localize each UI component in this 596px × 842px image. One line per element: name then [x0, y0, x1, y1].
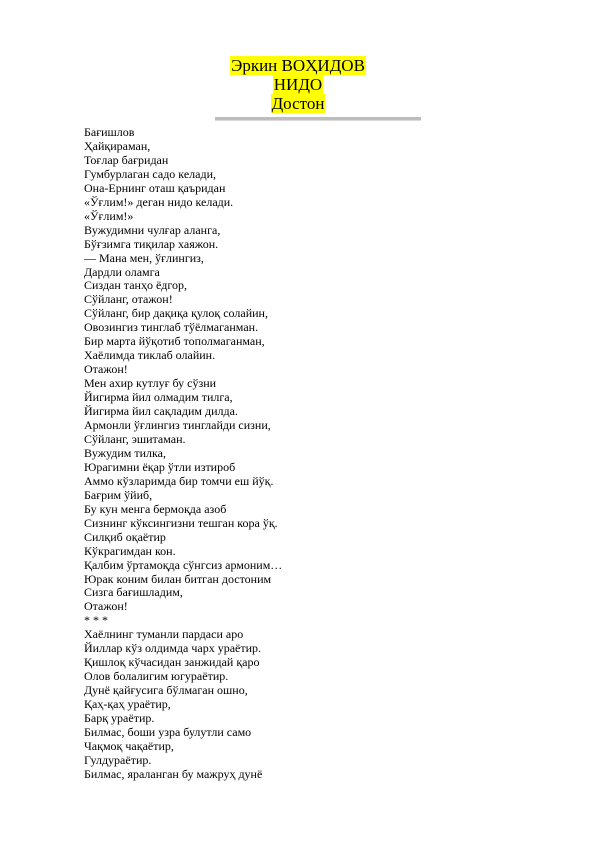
- header-divider: [215, 117, 421, 121]
- poem-line: Сўйланг, эшитаман.: [84, 431, 186, 446]
- document-header: [0, 56, 596, 113]
- poem-line: Силқиб оқаётир: [84, 529, 166, 544]
- poem-line: — Мана мен, ўғлингиз,: [84, 250, 204, 265]
- poem-line: Сўйланг, бир дақиқа қулоқ солайин,: [84, 306, 268, 321]
- poem-line: Билмас, яраланган бу мажруҳ дунё: [84, 766, 263, 781]
- poem-line: Бир марта йўқотиб тополмаганман,: [84, 334, 265, 349]
- poem-line: Олов болалигим югураётир.: [84, 669, 229, 684]
- poem-line: Вужудим тилка,: [84, 445, 166, 460]
- poem-line: «Ўғлим!»: [84, 208, 134, 223]
- poem-line: Юрагимни ёқар ўтли изтироб: [84, 459, 236, 474]
- poem-line: «Ўғлим!» деган нидо келади.: [84, 194, 234, 209]
- poem-line: Бағрим ўйиб,: [84, 487, 153, 502]
- poem-line: Хаёлнинг туманли пардаси аро: [84, 627, 244, 642]
- poem-line: Она-Ернинг оташ қаъридан: [84, 180, 226, 195]
- poem-line: Гумбурлаган садо келади,: [84, 166, 216, 181]
- poem-line: Сизга бағишладим,: [84, 585, 183, 600]
- poem-title: НИДО: [273, 75, 323, 94]
- poem-line: Бу кун менга бермоқда азоб: [84, 501, 227, 516]
- poem-line: Хаёлимда тиклаб олайин.: [84, 348, 216, 363]
- poem-line: Армонли ўғлингиз тинглайди сизни,: [84, 418, 271, 433]
- poem-line: Бағишлов: [84, 125, 135, 139]
- poem-line: Қишлоқ кўчасидан занжидай қаро: [84, 655, 260, 670]
- poem-line: Йигирма йил сақладим дилда.: [84, 404, 238, 419]
- author-name: Эркин ВОҲИДОВ: [231, 56, 365, 75]
- poem-line: Мен ахир кутлуғ бу сўзни: [84, 376, 217, 391]
- poem-line: Отажон!: [84, 362, 128, 377]
- poem-line: Билмас, боши узра булутли само: [84, 724, 252, 739]
- poem-line: Отажон!: [84, 599, 128, 614]
- poem-line: Кўкрагимдан кон.: [84, 543, 176, 558]
- poem-genre: Достон: [271, 94, 325, 113]
- poem-line: Ҳайқираман,: [84, 138, 151, 153]
- poem-line: Барқ ураётир.: [84, 711, 155, 726]
- poem-line: Сиздан танҳо ёдгор,: [84, 278, 187, 293]
- poem-line: Йиллар кўз олдимда чарх ураётир.: [84, 641, 262, 656]
- poem-line: Юрак коним билан битган достоним: [84, 571, 272, 586]
- poem-line: Гулдураётир.: [84, 752, 152, 767]
- poem-line: Вужудимни чулғар аланга,: [84, 222, 221, 237]
- poem-line: Аммо кўзларимда бир томчи еш йўқ.: [84, 473, 274, 488]
- poem-line: Қаҳ-қаҳ ураётир,: [84, 697, 171, 712]
- poem-line: Йигирма йил олмадим тилга,: [84, 390, 233, 405]
- poem-line: Сизнинг кўксингизни тешган кора ўқ.: [84, 515, 278, 530]
- poem-line: Дунё қайғусига бўлмаган ошно,: [84, 683, 248, 698]
- poem-line: Чақмоқ чақаётир,: [84, 738, 174, 753]
- poem-line: Сўйланг, отажон!: [84, 292, 173, 307]
- poem-line: * * *: [84, 613, 108, 628]
- poem-line: Бўғзимга тиқилар хаяжон.: [84, 236, 219, 251]
- poem-line: Қалбим ўртамоқда сўнгсиз армоним…: [84, 557, 283, 572]
- poem-body: [84, 126, 564, 782]
- poem-line: Овозингиз тинглаб тўёлмаганман.: [84, 320, 259, 335]
- poem-line: Тоғлар бағридан: [84, 152, 169, 167]
- poem-line: Дардли оламга: [84, 264, 160, 279]
